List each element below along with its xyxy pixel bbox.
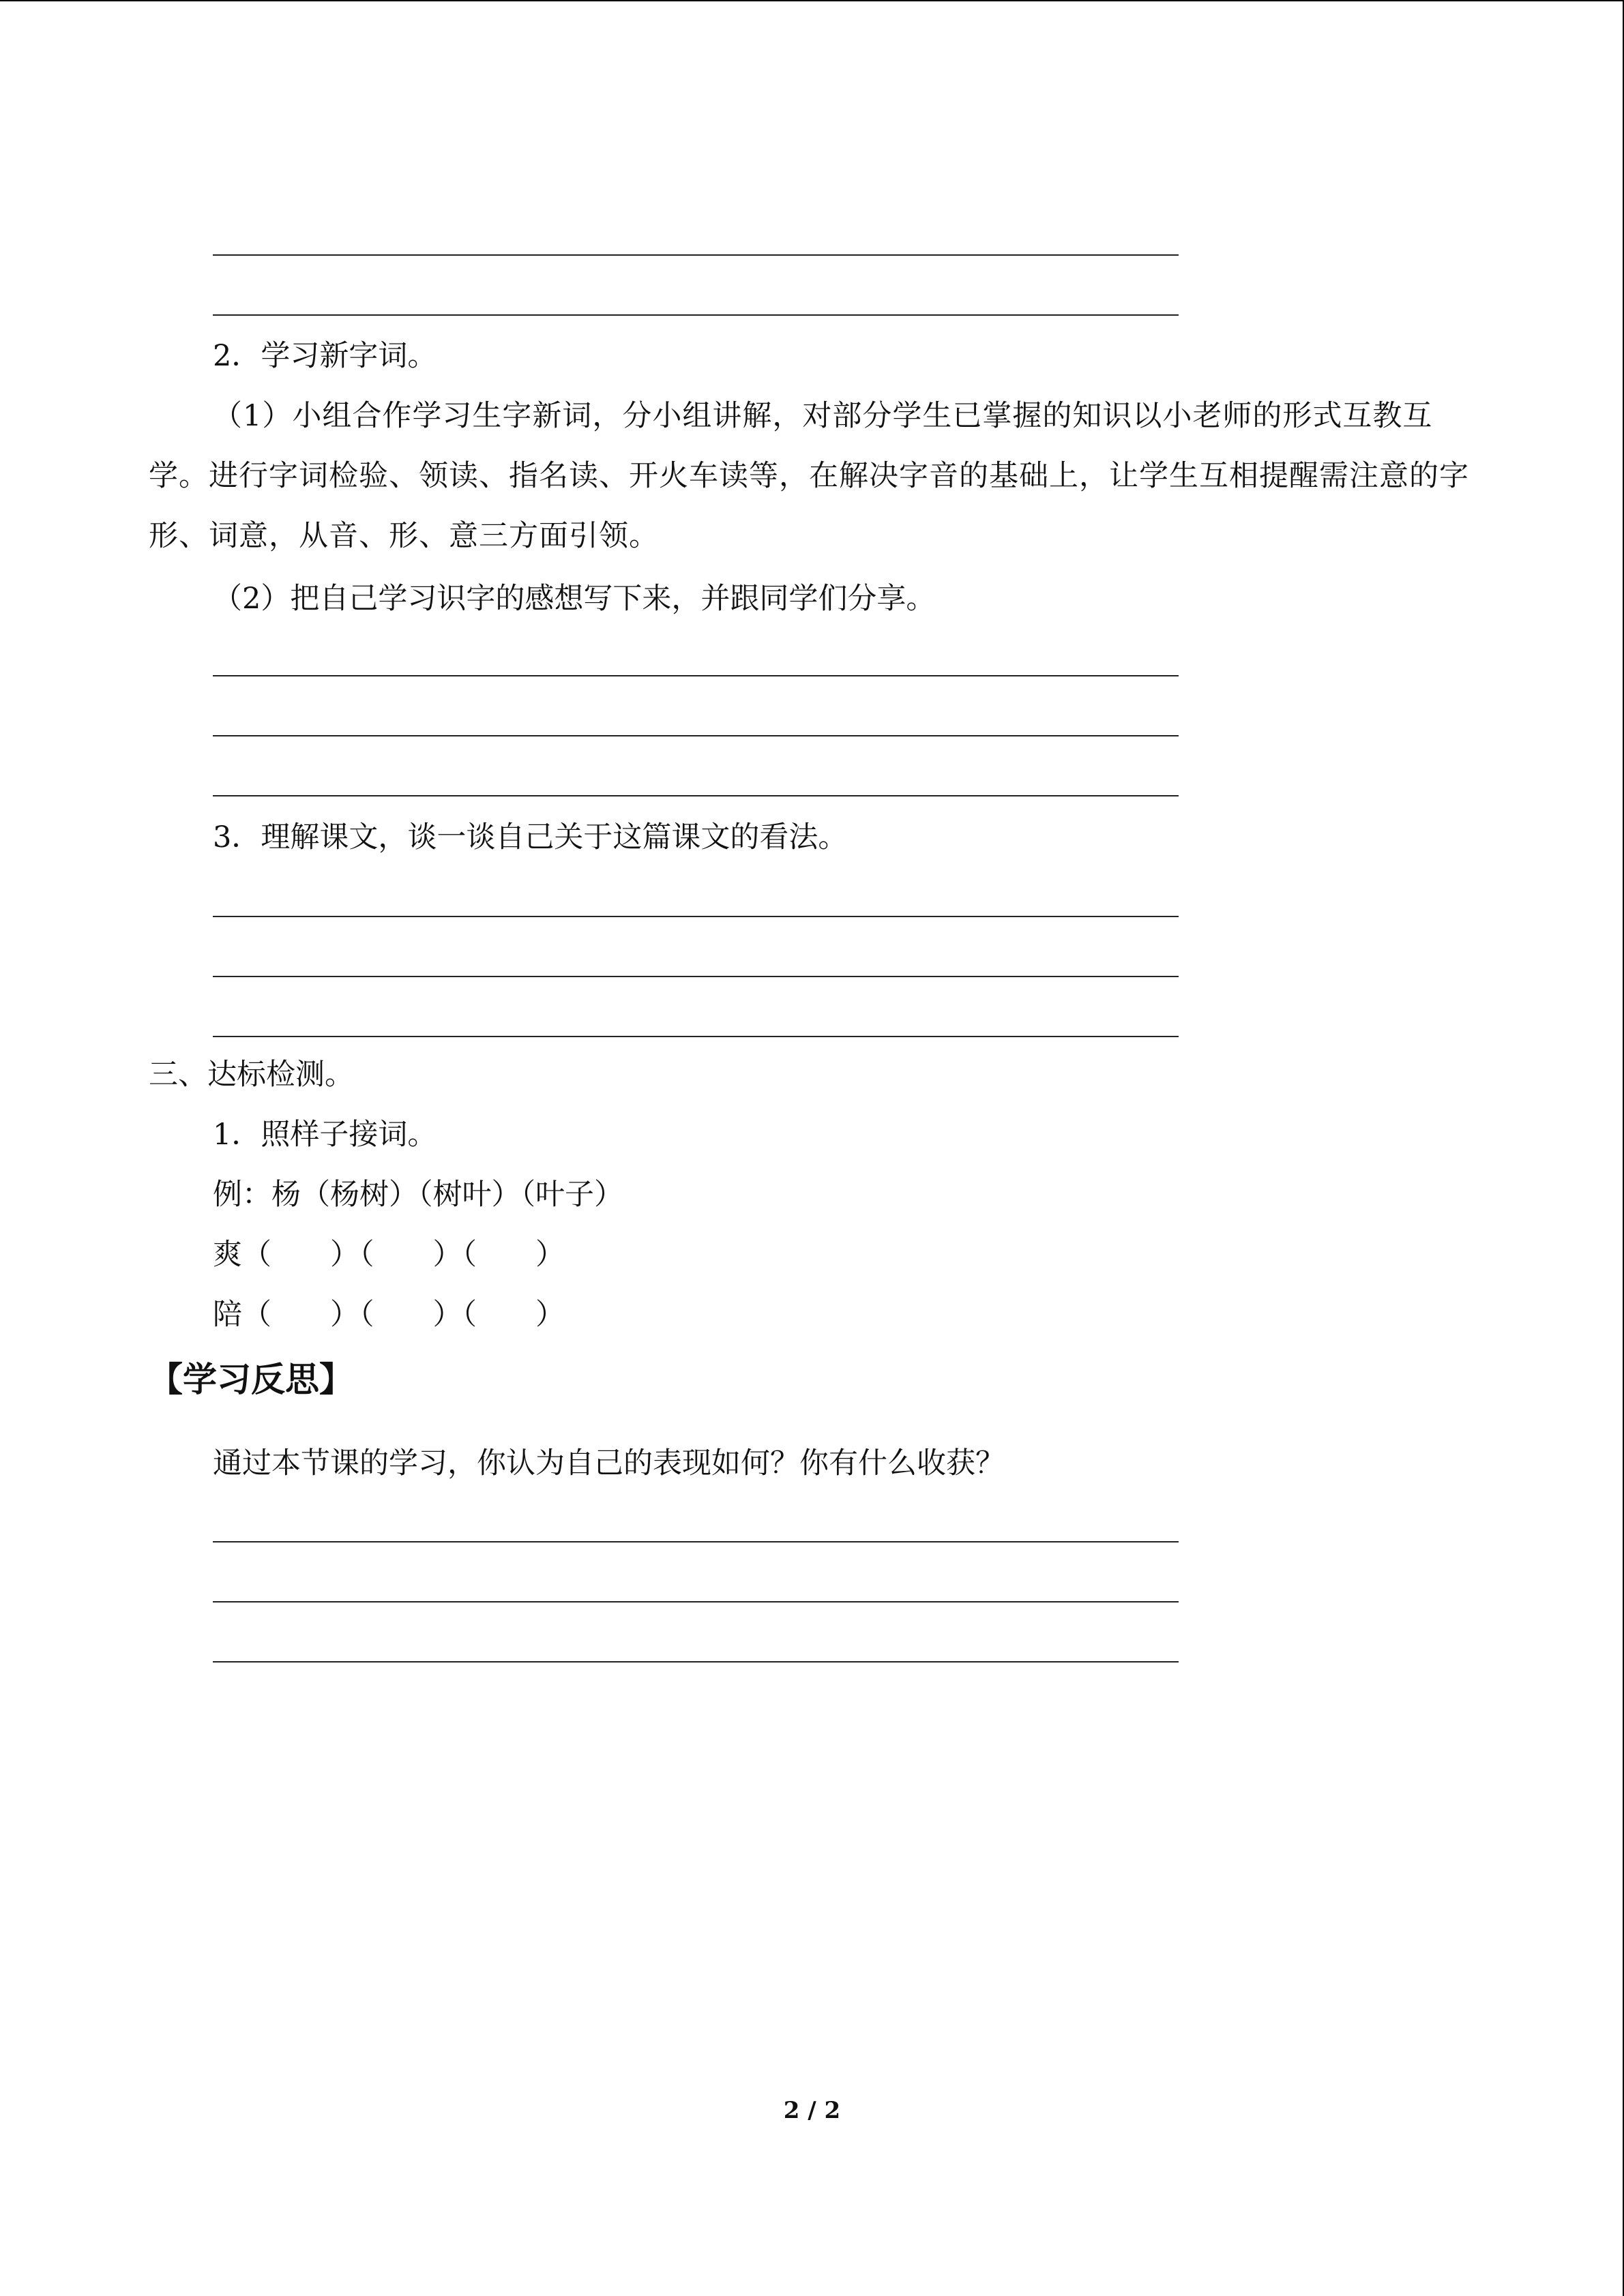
answer-line[interactable] bbox=[213, 675, 1179, 676]
answer-line[interactable] bbox=[213, 735, 1179, 736]
answer-line[interactable] bbox=[213, 916, 1179, 917]
item-2-title: 2．学习新字词。 bbox=[213, 339, 437, 373]
reflection-heading: 【学习反思】 bbox=[149, 1360, 353, 1399]
answer-line[interactable] bbox=[213, 1541, 1179, 1542]
answer-line[interactable] bbox=[213, 1036, 1179, 1037]
example-line: 例：杨（杨树）（树叶）（叶子） bbox=[213, 1178, 623, 1212]
answer-line[interactable] bbox=[213, 976, 1179, 977]
word-chain-row-1[interactable]: 爽（ ）（ ）（ ） bbox=[213, 1238, 565, 1272]
answer-line[interactable] bbox=[213, 254, 1179, 256]
item-3-title: 3．理解课文，谈一谈自己关于这篇课文的看法。 bbox=[213, 820, 848, 854]
section-3-title: 三、达标检测。 bbox=[149, 1058, 354, 1092]
answer-line[interactable] bbox=[213, 314, 1179, 316]
answer-line[interactable] bbox=[213, 795, 1179, 796]
word-chain-row-2[interactable]: 陪（ ）（ ）（ ） bbox=[213, 1298, 565, 1332]
page-number: 2 / 2 bbox=[783, 2097, 841, 2124]
answer-line[interactable] bbox=[213, 1661, 1179, 1663]
section-3-item-1-title: 1．照样子接词。 bbox=[213, 1118, 437, 1152]
answer-line[interactable] bbox=[213, 1601, 1179, 1602]
reflection-prompt: 通过本节课的学习，你认为自己的表现如何？你有什么收获？ bbox=[213, 1446, 1005, 1480]
item-2-sub-2-text: （2）把自己学习识字的感想写下来，并跟同学们分享。 bbox=[213, 582, 936, 616]
item-2-sub-1-paragraph: （1）小组合作学习生字新词，分小组讲解，对部分学生已掌握的知识以小老师的形式互教互学。进行字词检验、领读、指名读、开火车读等，在解决字音的基础上，让学生互相提醒需注意的字形、词意，从音、形、意三方面引领。 bbox=[149, 399, 1469, 553]
